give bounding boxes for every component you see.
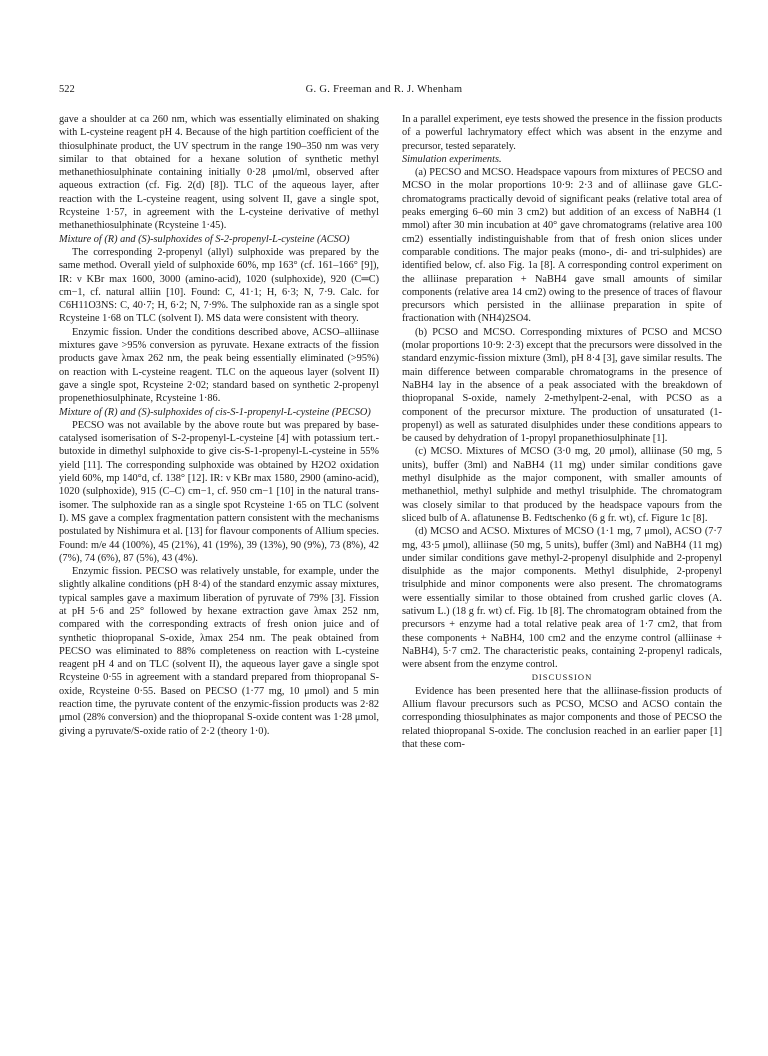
- body-paragraph: gave a shoulder at ca 260 nm, which was essentially eliminated on shaking with L-cysteine reagent pH 4. Because of the high partition coefficient of the thiosulphinate product, the UV spectrum in the range 190–350 nm was very similar to that obtained for a hexane solution of synthetic methyl methanethiosulphinate containing initially 0·28 μmol/ml, observed after aqueous extraction (cf. Fig. 2(d) [8]). TLC of the aqueous layer, after reaction with the L-cysteine reagent, using solvent II, gave a single spot, Rcysteine 1·57, in agreement with the L-cysteine derivative of methyl methanethiosulphinate (Rcysteine 1·45).: [59, 114, 379, 232]
- subsection-heading: Mixture of (R) and (S)-sulphoxides of S-2-propenyl-L-cysteine (ACSO): [59, 233, 350, 245]
- body-paragraph: (d) MCSO and ACSO. Mixtures of MCSO (1·1 mg, 7 μmol), ACSO (7·7 mg, 43·5 μmol), alliinase (50 mg, 5 units), buffer (3ml) and NaBH4 (11 mg) under similar conditions gave methyl-2-propenyl disulphide and 2-propenyl disulphide as the major components. Methyl disulphide, 2-propenyl trisulphide and minor components were also present. The chromatograms were essentially similar to those obtained from crushed garlic cloves (A. sativum L.) (18 g fr. wt) cf. Fig. 1b [8]. The chromatogram obtained from the precursors + enzyme had a total relative peak area of 1·7 cm2, that from these components + NaBH4, 100 cm2 and the enzyme control (alliinase + NaBH4), 5·7 cm2. The characteristic peaks, containing 2-propenyl radicals, were absent from the enzyme control.: [402, 526, 722, 671]
- page-number: 522: [59, 84, 75, 95]
- body-paragraph: Evidence has been presented here that the alliinase-fission products of Allium flavour precursors such as PCSO, MCSO and ACSO contain the corresponding thiosulphinates as major components and those of PECSO the related thiopropanal S-oxide. The conclusion reached in an earlier paper [1] that these com-: [402, 685, 722, 750]
- body-paragraph: Enzymic fission. Under the conditions described above, ACSO–alliinase mixtures gave >95% conversion as pyruvate. Hexane extracts of the fission products gave λmax 262 nm, the peak being essentially eliminated (>95%) on reaction with L-cysteine reagent. TLC on the aqueous layer (solvent II) gave a single spot, Rcysteine 2·02; standard based on synthetic 2-propenyl propenethiosulphinate, Rcysteine 1·86.: [59, 326, 379, 405]
- body-paragraph: In a parallel experiment, eye tests showed the presence in the fission products of a powerful lachrymatory effect which was absent in the enzyme and precursor, tested separately.: [402, 114, 722, 152]
- body-paragraph: The corresponding 2-propenyl (allyl) sulphoxide was prepared by the same method. Overall yield of sulphoxide 60%, mp 163° (cf. 161–166° [9]), IR: ν KBr max 1600, 3000 (amino-acid), 1020 (sulphoxide), 920 (C═C) cm−1, cf. natural alliin [10]. Found: C, 41·1; H, 6·3; N, 7·9. Calc. for C6H11O3NS: C, 40·7; H, 6·2; N, 7·9%. The sulphoxide ran as a single spot Rcysteine 1·68 on TLC (solvent I). MS data were consistent with theory.: [59, 246, 379, 325]
- body-paragraph: (c) MCSO. Mixtures of MCSO (3·0 mg, 20 μmol), alliinase (50 mg, 5 units), buffer (3ml) and NaBH4 (11 mg) under similar conditions gave methyl disulphide as the major component, with smaller amounts of methanethiol, methyl sulphide and methyl trisulphide. The chromatogram was closely similar to that produced by the headspace vapours from the sliced bulb of A. aflatunense B. Fedtschenko (6 g fr. wt), cf. Figure 1c [8].: [402, 446, 722, 524]
- body-paragraph: (a) PECSO and MCSO. Headspace vapours from mixtures of PECSO and MCSO in the molar proportions 10·9: 2·3 and of alliinase gave GLC-chromatograms practically devoid of significant peaks (relative total area of peaks emerging 6–60 min 3 cm2) but addition of an excess of NaBH4 (1 mmol) after 30 min incubation at 40° gave chromatograms (relative area 100 cm2) essentially indistinguishable from that of fresh onion slices under comparable conditions. The major peaks (mono-, di- and tri-sulphides) are identified below, cf. also Fig. 1a [8]. A corresponding control experiment on the alliinase preparation + NaBH4 gave small amounts of similar components (relative area 14 cm2) owing to the presence of traces of flavour precursors which persisted in the alliinase preparation in spite of fractionation with (NH4)2SO4.: [402, 167, 722, 325]
- section-heading: DISCUSSION: [531, 672, 593, 683]
- body-paragraph: PECSO was not available by the above route but was prepared by base-catalysed isomerisation of S-2-propenyl-L-cysteine [4] with potassium tert.-butoxide in dimethyl sulphoxide to give cis-S-1-propenyl-L-cysteine in 55% yield [11]. The corresponding sulphoxide was obtained by H2O2 oxidation yield 60%, mp 140°d, cf. 138° [12]. IR: ν KBr max 1580, 2900 (amino-acid), 1020 (sulphoxide), 915 (C–C) cm−1, cf. 950 cm−1 [10] in the natural trans-isomer. The sulphoxide ran as a single spot Rcysteine 1·65 on TLC (solvent I). MS gave a complex fragmentation pattern consistent with the mechanisms postulated by Nishimura et al. [13] for flavour components of Allium species. Found: m/e 44 (100%), 45 (21%), 41 (19%), 39 (13%), 90 (9%), 73 (8%), 42 (7%), 74 (6%), 87 (5%), 43 (4%).: [59, 419, 379, 564]
- page-header: [59, 84, 709, 102]
- subsection-heading: Simulation experiments.: [402, 153, 502, 165]
- body-paragraph: Enzymic fission. PECSO was relatively unstable, for example, under the slightly alkaline conditions (pH 8·4) of the standard enzymic assay mixtures, typical samples gave a maximum liberation of pyruvate of 79% [3]. Fission at pH 5·6 and 25° followed by hexane extraction gave λmax 252 nm, compared with the corresponding extracts of fresh onion juice and of synthetic thiopropanal S-oxide, λmax 254 nm. The peak obtained from PECSO was eliminated to 88% completeness on reaction with L-cysteine reagent pH 4 and on TLC (solvent II), the aqueous layer gave a single spot Rcysteine 0·55 in agreement with a standard prepared from thiopropanal S-oxide, Rcysteine 0·55. Based on PECSO (1·77 mg, 10 μmol) and 5 min reaction time, the pyruvate content of the enzymic-fission products was 2·82 μmol (28% conversion) and the thiopropanal S-oxide content was 1·28 μmol, giving a pyruvate/S-oxide ratio of 2·2 (theory 1·0).: [59, 566, 379, 737]
- running-head: G. G. Freeman and R. J. Whenham: [305, 84, 463, 95]
- body-paragraph: (b) PCSO and MCSO. Corresponding mixtures of PCSO and MCSO (molar proportions 10·9: 2·3) except that the precursors were dissolved in the standard enzymic-fission mixture (3ml), pH 8·4 [3], gave similar results. The main difference between comparable chromatograms in the presence of NaBH4 lay in the absence of a peak associated with the breakdown of thiopropanal S-oxide, namely 2-methylpent-2-enal, with PCSO as a component of the precursor mixture. The production of unsaturated (1-propenyl) as well as saturated disulphides under these conditions appears to be caused by dehydration of 1-propyl propanethiosulphinate [1].: [402, 326, 722, 445]
- left-column: [59, 113, 379, 738]
- subsection-heading: Mixture of (R) and (S)-sulphoxides of cis-S-1-propenyl-L-cysteine (PECSO): [59, 406, 371, 418]
- right-column: [402, 113, 722, 751]
